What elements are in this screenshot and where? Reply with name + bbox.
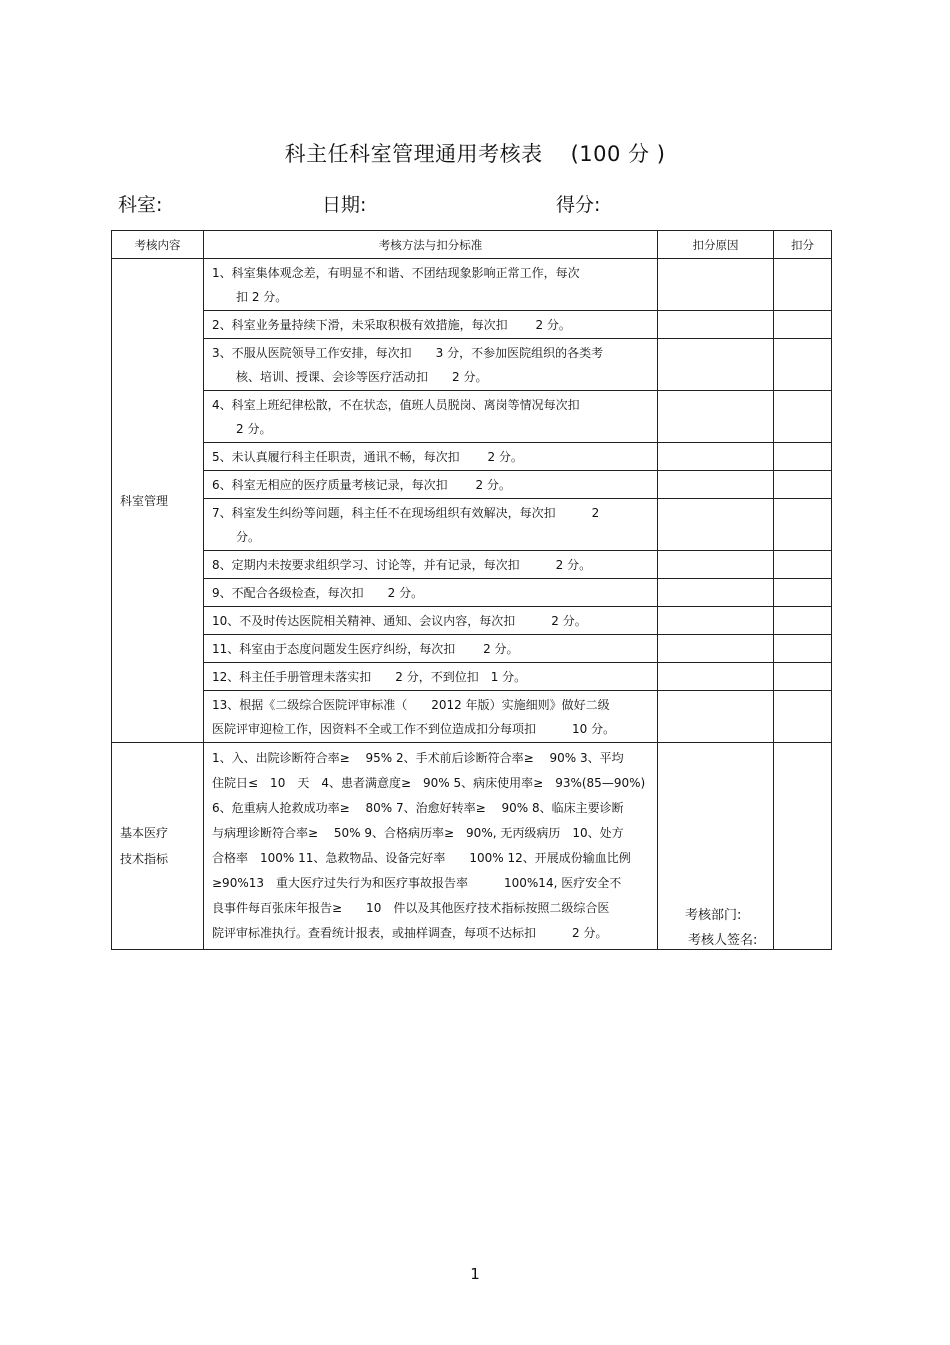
criteria-text: 9、不配合各级检查，每次扣 2 分。	[212, 586, 424, 600]
reason-cell[interactable]	[658, 635, 774, 663]
header-deduction: 扣分	[774, 231, 832, 259]
category-label: 科室管理	[120, 493, 169, 508]
criteria-cell	[204, 499, 658, 551]
criteria-text: 12、科主任手册管理未落实扣 2 分，不到位扣 1 分。	[212, 670, 527, 684]
signer-label: 考核人签名:	[688, 933, 758, 948]
criteria-cell	[204, 391, 658, 443]
header-method: 考核方法与扣分标准	[204, 231, 658, 259]
table-row	[112, 339, 832, 391]
reason-cell[interactable]	[658, 499, 774, 551]
criteria-cell	[204, 311, 658, 339]
assessment-table	[111, 230, 832, 950]
table-row	[112, 391, 832, 443]
deduction-cell[interactable]	[774, 471, 832, 499]
criteria-text: 分。	[236, 530, 261, 544]
criteria-text: 合格率 100% 11、急救物品、设备完好率 100% 12、开展成份输血比例	[212, 851, 631, 865]
title-text: 科主任科室管理通用考核表	[284, 142, 543, 166]
deduction-cell[interactable]	[774, 635, 832, 663]
criteria-cell	[204, 339, 658, 391]
deduction-cell[interactable]	[774, 391, 832, 443]
reason-cell[interactable]	[658, 607, 774, 635]
deduction-cell[interactable]	[774, 691, 832, 743]
table-row	[112, 551, 832, 579]
table-row	[112, 635, 832, 663]
criteria-text: 7、科室发生纠纷等问题，科主任不在现场组织有效解决，每次扣 2	[212, 506, 600, 520]
criteria-text: 3、不服从医院领导工作安排，每次扣 3 分，不参加医院组织的各类考	[212, 346, 604, 360]
category-label: 基本医疗	[120, 826, 169, 840]
deduction-cell[interactable]	[774, 443, 832, 471]
category-cell	[112, 743, 204, 950]
reason-cell[interactable]	[658, 579, 774, 607]
table-row	[112, 259, 832, 311]
criteria-cell	[204, 579, 658, 607]
criteria-text: 2 分。	[236, 422, 272, 436]
table-row	[112, 443, 832, 471]
deduction-cell[interactable]	[774, 663, 832, 691]
section-management	[112, 259, 832, 743]
criteria-text: 8、定期内未按要求组织学习、讨论等，并有记录，每次扣 2 分。	[212, 558, 592, 572]
criteria-cell	[204, 691, 658, 743]
criteria-text: 良事件每百张床年报告≥ 10 件以及其他医疗技术指标按照二级综合医	[212, 901, 610, 915]
reason-cell[interactable]	[658, 663, 774, 691]
criteria-cell	[204, 607, 658, 635]
reason-cell[interactable]	[658, 391, 774, 443]
criteria-cell	[204, 663, 658, 691]
table-row	[112, 691, 832, 743]
reason-cell[interactable]	[658, 471, 774, 499]
criteria-text: 医院评审迎检工作，因资料不全或工作不到位造成扣分每项扣 10 分。	[212, 722, 616, 736]
criteria-text: 6、危重病人抢救成功率≥ 80% 7、治愈好转率≥ 90% 8、临床主要诊断	[212, 801, 624, 815]
deduction-cell[interactable]	[774, 551, 832, 579]
technical-criteria	[204, 743, 658, 950]
criteria-text: 6、科室无相应的医疗质量考核记录，每次扣 2 分。	[212, 478, 511, 492]
page-title	[0, 138, 950, 168]
reason-cell[interactable]	[658, 339, 774, 391]
criteria-cell	[204, 551, 658, 579]
criteria-text: 1、入、出院诊断符合率≥ 95% 2、手术前后诊断符合率≥ 90% 3、平均	[212, 751, 624, 765]
table-row	[112, 579, 832, 607]
criteria-text: 与病理诊断符合率≥ 50% 9、合格病历率≥ 90%, 无丙级病历 10、处方	[212, 826, 624, 840]
criteria-text: 住院日≤ 10 天 4、患者满意度≥ 90% 5、病床使用率≥ 93%(85—90%)	[212, 776, 646, 790]
dept-label: 科室:	[118, 194, 163, 216]
criteria-text: 2、科室业务量持续下滑，未采取积极有效措施，每次扣 2 分。	[212, 318, 571, 332]
reason-cell[interactable]	[658, 311, 774, 339]
deduction-cell[interactable]	[774, 339, 832, 391]
criteria-text: 扣 2 分。	[236, 290, 288, 304]
deduction-cell[interactable]	[774, 579, 832, 607]
criteria-text: 4、科室上班纪律松散，不在状态，值班人员脱岗、离岗等情况每次扣	[212, 398, 580, 412]
criteria-text: 10、不及时传达医院相关精神、通知、会议内容，每次扣 2 分。	[212, 614, 587, 628]
criteria-text: 1、科室集体观念差，有明显不和谐、不团结现象影响正常工作，每次	[212, 266, 580, 280]
criteria-text: 院评审标准执行。查看统计报表，或抽样调查，每项不达标扣 2 分。	[212, 926, 608, 940]
criteria-text: 13、根据《二级综合医院评审标准（ 2012 年版）实施细则》做好二级	[212, 698, 610, 712]
table-header-row	[112, 231, 832, 259]
title-score: (100 分 )	[570, 142, 666, 166]
date-label: 日期:	[322, 194, 367, 216]
deduction-cell[interactable]	[774, 259, 832, 311]
category-label: 技术指标	[120, 852, 169, 866]
criteria-text: ≥90%13 重大医疗过失行为和医疗事故报告率 100%14, 医疗安全不	[212, 876, 622, 890]
score-label: 得分:	[556, 194, 601, 216]
reason-cell[interactable]	[658, 443, 774, 471]
assessing-dept-label: 考核部门:	[685, 908, 742, 923]
reason-cell[interactable]	[658, 551, 774, 579]
table-row	[112, 499, 832, 551]
header-content: 考核内容	[112, 231, 204, 259]
criteria-text: 5、未认真履行科主任职责，通讯不畅，每次扣 2 分。	[212, 450, 523, 464]
table-row	[112, 663, 832, 691]
criteria-text: 核、培训、授课、会诊等医疗活动扣 2 分。	[236, 370, 488, 384]
criteria-cell	[204, 635, 658, 663]
criteria-cell	[204, 471, 658, 499]
deduction-cell[interactable]	[774, 607, 832, 635]
deduction-cell[interactable]	[774, 499, 832, 551]
deduction-cell[interactable]	[774, 311, 832, 339]
table-row	[112, 607, 832, 635]
criteria-cell	[204, 259, 658, 311]
category-cell	[112, 259, 204, 743]
table-row	[112, 311, 832, 339]
header-reason: 扣分原因	[658, 231, 774, 259]
table-row	[112, 471, 832, 499]
criteria-cell	[204, 443, 658, 471]
criteria-text: 11、科室由于态度问题发生医疗纠纷，每次扣 2 分。	[212, 642, 519, 656]
page-number: 1	[470, 1265, 480, 1283]
reason-cell[interactable]	[658, 259, 774, 311]
deduction-cell[interactable]	[774, 743, 832, 950]
reason-cell[interactable]	[658, 691, 774, 743]
